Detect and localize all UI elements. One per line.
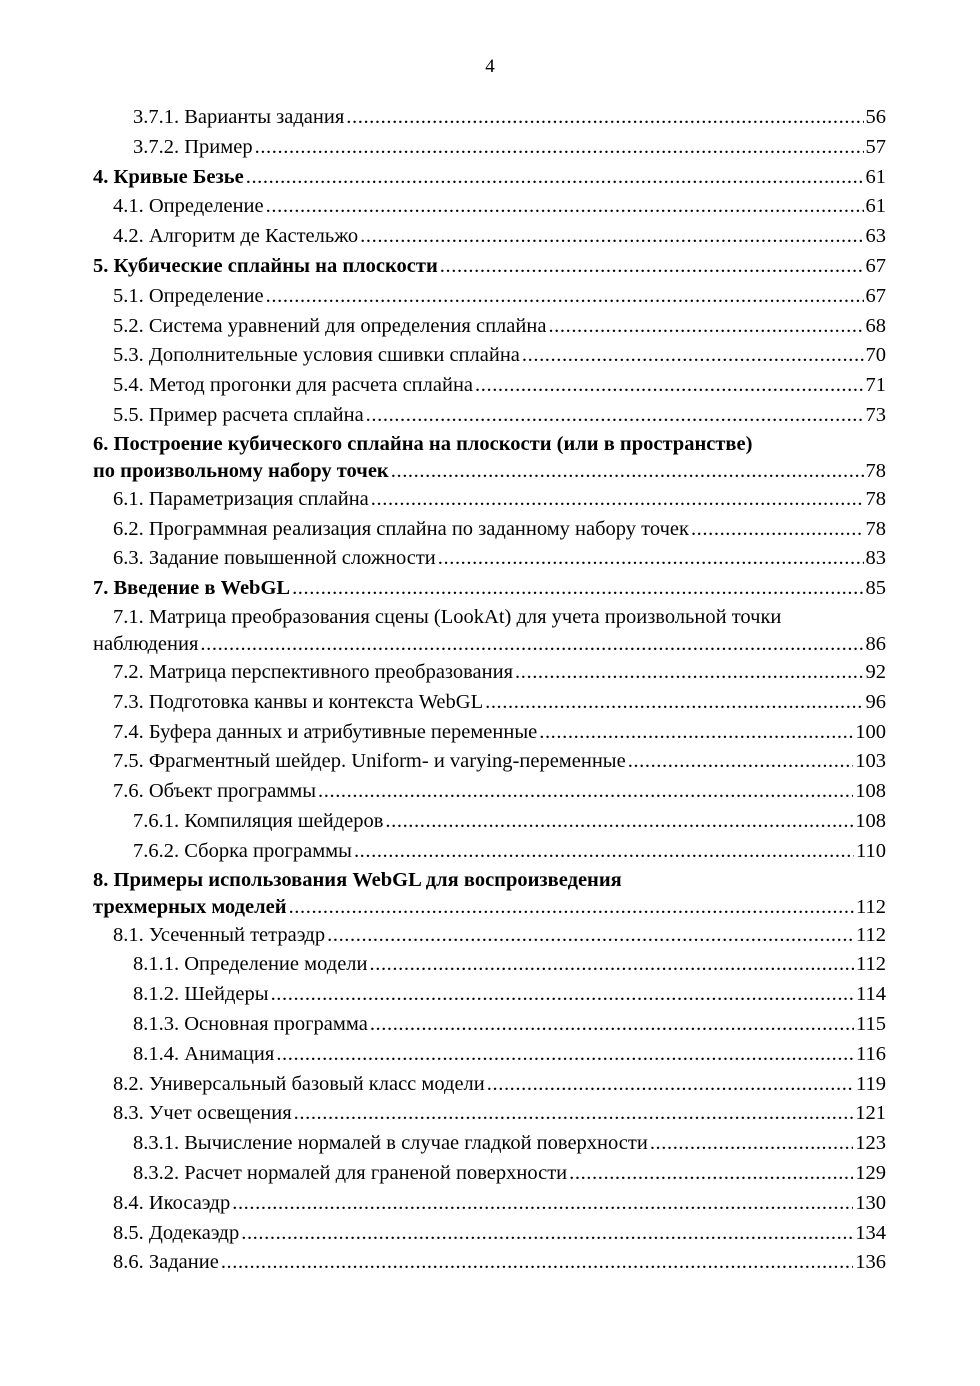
dot-leader xyxy=(360,222,863,252)
toc-entry-multiline[interactable] xyxy=(93,431,886,485)
toc-entry-title-line1: 6. Построение кубического сплайна на плоскости (или в пространстве) xyxy=(93,432,753,455)
toc-entry-page: 100 xyxy=(855,720,886,743)
toc-entry-page: 114 xyxy=(856,983,886,1006)
toc-entry-title: 8.1.2. Шейдеры xyxy=(133,983,269,1006)
toc-entry[interactable] xyxy=(93,163,886,193)
dot-leader xyxy=(371,485,864,515)
toc-entry-title: 8.1. Усеченный тетраэдр xyxy=(113,923,326,946)
toc-entry-title: 3.7.2. Пример xyxy=(133,135,253,158)
toc-entry-title: по произвольному набору точек xyxy=(93,459,389,482)
toc-entry[interactable] xyxy=(93,807,886,837)
toc-entry-page: 61 xyxy=(865,195,886,218)
dot-leader xyxy=(385,807,853,837)
dot-leader xyxy=(485,688,863,718)
toc-entry[interactable] xyxy=(93,688,886,718)
toc-entry-title: 7.3. Подготовка канвы и контекста WebGL xyxy=(113,690,484,713)
dot-leader xyxy=(266,192,864,222)
toc-entry[interactable] xyxy=(93,658,886,688)
dot-leader xyxy=(271,980,854,1010)
dot-leader xyxy=(289,894,854,921)
toc-entry-title-line1: 8. Примеры использования WebGL для воспроизведения xyxy=(93,868,622,891)
dot-leader xyxy=(232,1189,853,1219)
dot-leader xyxy=(327,921,854,951)
toc-entry-title: 7.5. Фрагментный шейдер. Uniform- и varying-переменные xyxy=(113,750,626,773)
toc-entry[interactable] xyxy=(93,747,886,777)
toc-entry-page: 56 xyxy=(865,106,886,128)
toc-entry[interactable] xyxy=(93,1099,886,1129)
toc-entry-page: 136 xyxy=(855,1251,886,1274)
toc-entry-page: 67 xyxy=(865,284,886,307)
toc-entry-page: 121 xyxy=(855,1102,886,1125)
toc-entry[interactable] xyxy=(93,1219,886,1249)
toc-entry-page: 78 xyxy=(865,459,886,482)
toc-entry-title: 5.4. Метод прогонки для расчета сплайна xyxy=(113,374,474,397)
dot-leader xyxy=(346,103,863,133)
toc-entry[interactable] xyxy=(93,103,886,133)
toc-entry-title-line1: 7.1. Матрица преобразования сцены (LookAt) для учета произвольной точки xyxy=(113,605,782,628)
toc-entry[interactable] xyxy=(93,312,886,342)
dot-leader xyxy=(266,282,864,312)
dot-leader xyxy=(370,950,855,980)
toc-entry-page: 123 xyxy=(855,1132,886,1155)
dot-leader xyxy=(354,837,854,867)
toc-entry-title: 8.6. Задание xyxy=(113,1251,219,1274)
toc-entry-multiline[interactable] xyxy=(93,604,886,658)
toc-entry[interactable] xyxy=(93,980,886,1010)
toc-entry[interactable] xyxy=(93,133,886,163)
toc-entry-title: 6.1. Параметризация сплайна xyxy=(113,487,369,510)
toc-entry-page: 103 xyxy=(855,750,886,773)
toc-entry[interactable] xyxy=(93,837,886,867)
toc-entry-title: 7. Введение в WebGL xyxy=(93,577,291,600)
toc-entry[interactable] xyxy=(93,341,886,371)
toc-entry-page: 112 xyxy=(856,923,886,946)
toc-entry[interactable] xyxy=(93,485,886,515)
toc-entry-page: 68 xyxy=(865,314,886,337)
dot-leader xyxy=(370,1010,854,1040)
toc-entry[interactable] xyxy=(93,544,886,574)
toc-entry-title: 4.2. Алгоритм де Кастельжо xyxy=(113,225,359,248)
toc-entry-title: 7.6.2. Сборка программы xyxy=(133,839,352,862)
dot-leader xyxy=(366,401,864,431)
dot-leader xyxy=(318,777,853,807)
toc-entry-title: 8.1.4. Анимация xyxy=(133,1042,275,1065)
toc-entry[interactable] xyxy=(93,1248,886,1278)
dot-leader xyxy=(246,163,864,193)
toc-entry-page: 130 xyxy=(855,1191,886,1214)
toc-entry-page: 119 xyxy=(856,1072,886,1095)
toc-entry-title: 3.7.1. Варианты задания xyxy=(133,106,345,128)
toc-entry-page: 86 xyxy=(865,632,886,655)
toc-entry-title: 8.2. Универсальный базовый класс модели xyxy=(113,1072,485,1095)
toc-entry-page: 116 xyxy=(856,1042,886,1065)
dot-leader xyxy=(255,133,864,163)
toc-entry-page: 71 xyxy=(865,374,886,397)
toc-entry[interactable] xyxy=(93,1070,886,1100)
dot-leader xyxy=(391,458,864,485)
toc-entry[interactable] xyxy=(93,1189,886,1219)
dot-leader xyxy=(475,371,863,401)
toc-entry[interactable] xyxy=(93,894,886,921)
toc-entry-title: 8.4. Икосаэдр xyxy=(113,1191,231,1214)
dot-leader xyxy=(691,515,864,545)
toc-entry-page: 96 xyxy=(865,690,886,713)
dot-leader xyxy=(292,574,863,604)
dot-leader xyxy=(569,1159,853,1189)
toc-entry-title: 8.5. Додекаэдр xyxy=(113,1221,240,1244)
toc-entry[interactable] xyxy=(93,1129,886,1159)
dot-leader xyxy=(522,341,864,371)
toc-entry-page: 92 xyxy=(865,660,886,683)
toc-entry-title: 7.2. Матрица перспективного преобразования xyxy=(113,660,514,683)
toc-entry-title: 5. Кубические сплайны на плоскости xyxy=(93,254,438,277)
toc-entry[interactable] xyxy=(93,1159,886,1189)
page-number: 4 xyxy=(485,56,495,77)
toc-entry-title: 4.1. Определение xyxy=(113,195,264,218)
dot-leader xyxy=(487,1070,854,1100)
toc-entry-title: 6.2. Программная реализация сплайна по заданному набору точек xyxy=(113,517,689,540)
dot-leader xyxy=(276,1040,854,1070)
toc-entry-page: 112 xyxy=(856,895,886,918)
dot-leader xyxy=(221,1248,853,1278)
toc-entry-title: 7.4. Буфера данных и атрибутивные переменные xyxy=(113,720,538,743)
toc-entry[interactable] xyxy=(93,574,886,604)
toc-entry-page: 57 xyxy=(865,135,886,158)
toc-entry-title: 8.3.2. Расчет нормалей для граненой поверхности xyxy=(133,1161,568,1184)
toc-entry-page: 112 xyxy=(856,953,886,976)
toc-entry-title: 6.3. Задание повышенной сложности xyxy=(113,547,436,570)
toc-entry-page: 73 xyxy=(865,403,886,426)
toc-entry-title: 8.1.3. Основная программа xyxy=(133,1012,368,1035)
toc-entry-page: 67 xyxy=(865,254,886,277)
toc-entry-page: 78 xyxy=(865,487,886,510)
toc-entry[interactable] xyxy=(93,950,886,980)
toc-entry-page: 83 xyxy=(865,547,886,570)
toc-entry-title: трехмерных моделей xyxy=(93,895,287,918)
dot-leader xyxy=(241,1219,853,1249)
toc-entry-title: 5.5. Пример расчета сплайна xyxy=(113,403,364,426)
toc-entry-page: 85 xyxy=(865,577,886,600)
toc-entry-title: 5.3. Дополнительные условия сшивки сплайна xyxy=(113,344,520,367)
table-of-contents xyxy=(93,103,886,1278)
toc-entry[interactable] xyxy=(93,252,886,282)
toc-entry-page: 70 xyxy=(865,344,886,367)
toc-entry[interactable] xyxy=(93,1010,886,1040)
toc-entry[interactable] xyxy=(93,192,886,222)
toc-entry[interactable] xyxy=(93,777,886,807)
toc-entry-page: 78 xyxy=(865,517,886,540)
toc-entry-page: 110 xyxy=(856,839,886,862)
toc-entry[interactable] xyxy=(93,718,886,748)
toc-entry-page: 108 xyxy=(855,780,886,803)
toc-entry[interactable] xyxy=(93,1040,886,1070)
toc-entry-page: 63 xyxy=(865,225,886,248)
toc-entry-title: 5.2. Система уравнений для определения сплайна xyxy=(113,314,547,337)
dot-leader xyxy=(438,544,864,574)
toc-entry-page: 134 xyxy=(855,1221,886,1244)
toc-entry[interactable] xyxy=(93,515,886,545)
toc-entry-title: 4. Кривые Безье xyxy=(93,165,244,188)
toc-entry-title: 8.3.1. Вычисление нормалей в случае гладкой поверхности xyxy=(133,1132,648,1155)
dot-leader xyxy=(200,631,863,658)
toc-entry-title: 8.1.1. Определение модели xyxy=(133,953,368,976)
toc-entry-multiline[interactable] xyxy=(93,867,886,921)
toc-entry[interactable] xyxy=(93,371,886,401)
toc-entry[interactable] xyxy=(93,282,886,312)
toc-entry-title: 5.1. Определение xyxy=(113,284,264,307)
toc-entry[interactable] xyxy=(93,458,886,485)
toc-entry[interactable] xyxy=(93,222,886,252)
dot-leader xyxy=(294,1099,854,1129)
dot-leader xyxy=(539,718,853,748)
dot-leader xyxy=(515,658,863,688)
toc-entry[interactable] xyxy=(93,401,886,431)
toc-entry-title: 7.6. Объект программы xyxy=(113,780,317,803)
dot-leader xyxy=(650,1129,853,1159)
dot-leader xyxy=(548,312,863,342)
toc-entry-title: наблюдения xyxy=(93,632,199,655)
toc-entry-page: 129 xyxy=(855,1161,886,1184)
toc-entry-page: 108 xyxy=(855,809,886,832)
toc-entry[interactable] xyxy=(93,631,886,658)
toc-entry-title: 8.3. Учет освещения xyxy=(113,1102,292,1125)
toc-entry-page: 115 xyxy=(856,1012,886,1035)
dot-leader xyxy=(440,252,864,282)
toc-entry-title: 7.6.1. Компиляция шейдеров xyxy=(133,809,384,832)
toc-entry-page: 61 xyxy=(865,165,886,188)
dot-leader xyxy=(628,747,854,777)
toc-entry[interactable] xyxy=(93,921,886,951)
